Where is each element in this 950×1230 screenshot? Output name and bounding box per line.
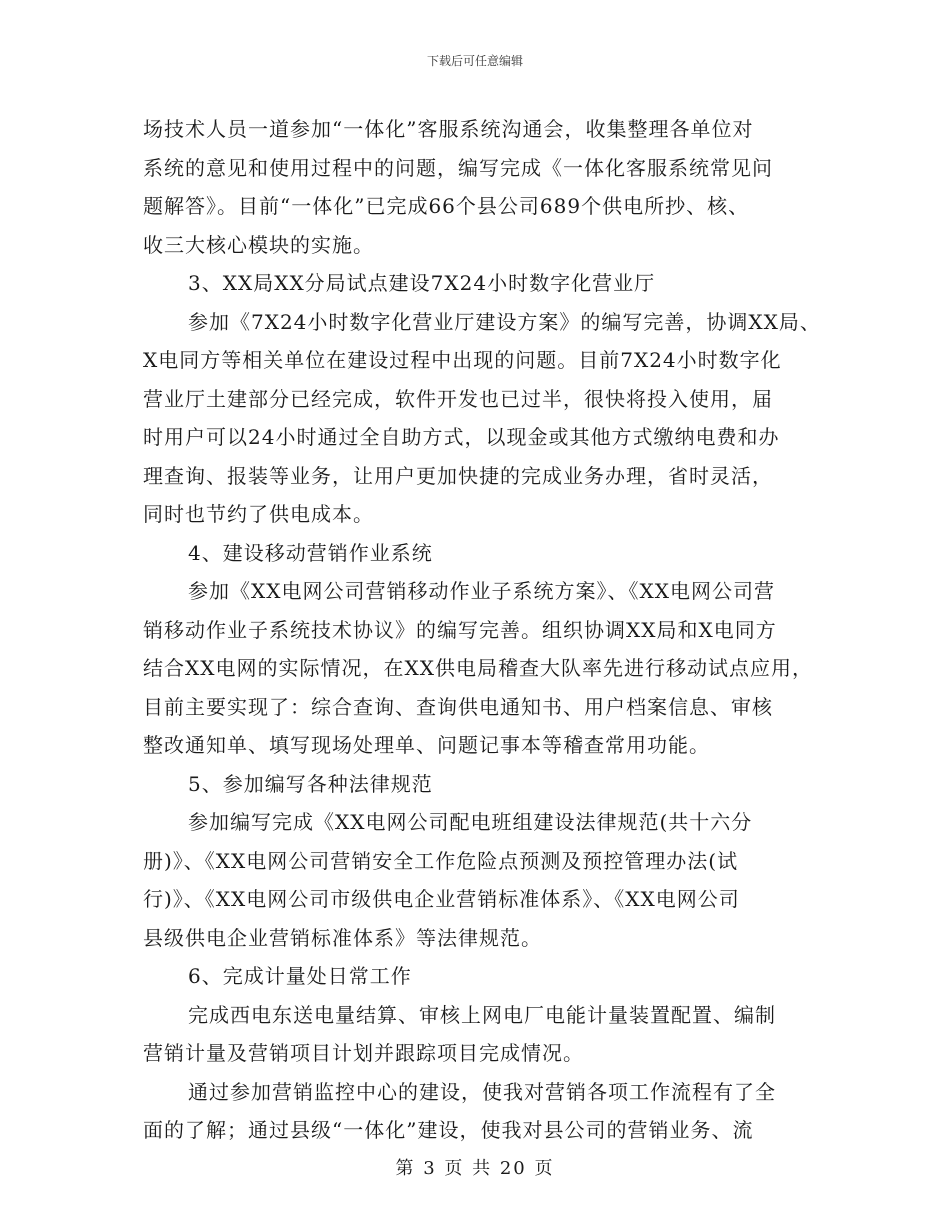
text-line: 系统的意见和使用过程中的问题，编写完成《一体化客服系统常见问 [143, 155, 773, 180]
text-line: 销移动作业子系统技术协议》的编写完善。组织协调XX局和X电同方 [143, 617, 777, 642]
text-line: 同时也节约了供电成本。 [143, 502, 374, 526]
text-line: 场技术人员一道参加“一体化”客服系统沟通会，收集整理各单位对 [143, 117, 754, 141]
text-line: 参加《XX电网公司营销移动作业子系统方案》、《XX电网公司营 [188, 579, 775, 603]
text-line: 收三大核心模块的实施。 [143, 232, 374, 257]
text-line: 通过参加营销监控中心的建设，使我对营销各项工作流程有了全 [188, 1079, 776, 1104]
text-line: 营销计量及营销项目计划并跟踪项目完成情况。 [143, 1041, 584, 1065]
text-line: 参加《7X24小时数字化营业厅建设方案》的编写完善，协调XX局、 [188, 309, 821, 334]
text-line: 时用户可以24小时通过全自助方式，以现金或其他方式缴纳电费和办 [143, 425, 780, 449]
text-line: 整改通知单、填写现场处理单、问题记事本等稽查常用功能。 [143, 733, 710, 757]
text-line: 5、参加编写各种法律规范 [188, 771, 433, 796]
text-line: 3、XX局XX分局试点建设7X24小时数字化营业厅 [188, 271, 656, 295]
text-line: 目前主要实现了：综合查询、查询供电通知书、用户档案信息、审核 [143, 694, 773, 719]
text-line: 面的了解；通过县级“一体化”建设，使我对县公司的营销业务、流 [143, 1118, 754, 1142]
text-line: 4、建设移动营销作业系统 [188, 540, 433, 565]
text-line: 理查询、报装等业务，让用户更加快捷的完成业务办理，省时灵活， [143, 463, 773, 488]
text-line: 册)》、《XX电网公司营销安全工作危险点预测及预控管理办法(试 [143, 848, 739, 873]
text-line: 6、完成计量处日常工作 [188, 964, 412, 988]
text-line: 营业厅土建部分已经完成，软件开发也已过半，很快将投入使用，届 [143, 386, 773, 411]
page-header: 下载后可任意编辑 [426, 54, 523, 68]
text-line: 县级供电企业营销标准体系》等法律规范。 [143, 925, 542, 950]
text-line: 参加编写完成《XX电网公司配电班组建设法律规范(共十六分 [188, 810, 753, 834]
text-line: X电同方等相关单位在建设过程中出现的问题。目前7X24小时数字化 [143, 348, 782, 372]
text-line: 完成西电东送电量结算、审核上网电厂电能计量装置配置、编制 [188, 1002, 776, 1027]
page-number-footer: 第 3 页 共 20 页 [395, 1158, 555, 1179]
document-body [143, 110, 843, 1150]
text-line: 行)》、《XX电网公司市级供电企业营销标准体系》、《XX电网公司 [143, 887, 740, 911]
text-line: 题解答》。目前“一体化”已完成66个县公司689个供电所抄、核、 [143, 194, 750, 218]
text-line: 结合XX电网的实际情况，在XX供电局稽查大队率先进行移动试点应用， [143, 656, 813, 680]
